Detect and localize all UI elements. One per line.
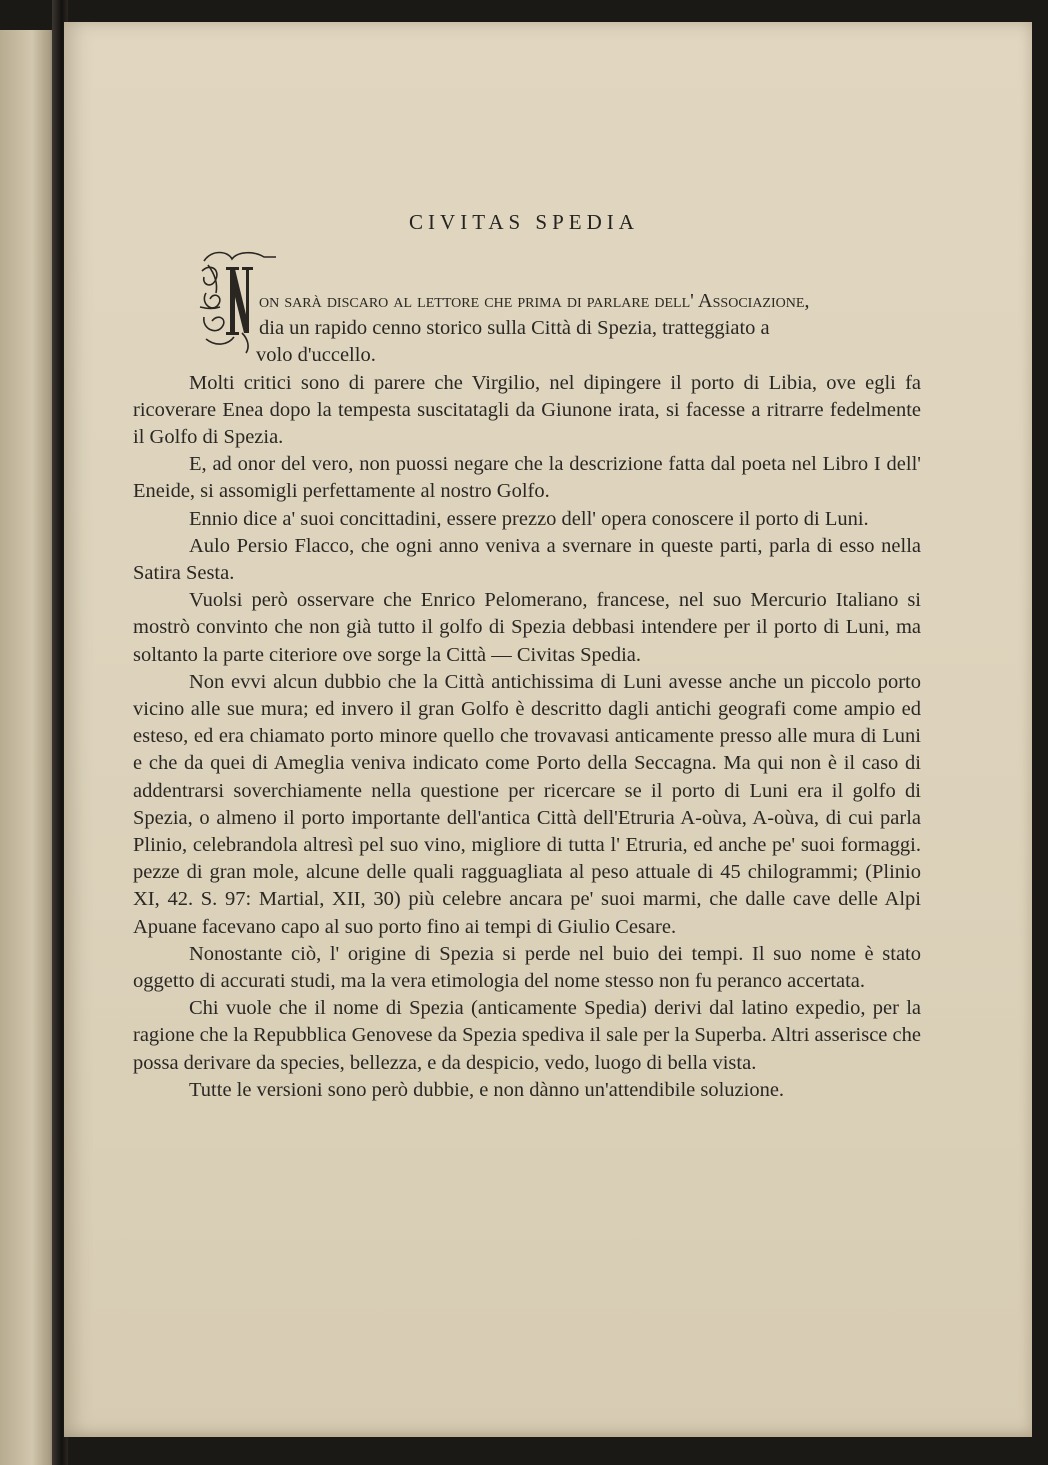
first-line-rest: on sarà discaro al lettore che prima di parlare dell' Associazione, [259, 290, 810, 312]
paragraph: Ennio dice a' suoi concittadini, essere prezzo dell' opera conoscere il porto di Luni. [189, 507, 869, 530]
paragraph: Nonostante ciò, l' origine di Spezia si perde nel buio dei tempi. Il suo nome è stato oggetto di accurati studi, ma la vera etimologia del nome stesso non fu peranco accertata. [133, 942, 921, 993]
paragraph: Tutte le versioni sono però dubbie, e non dànno un'attendibile soluzione. [189, 1078, 785, 1101]
third-line: volo d'uccello. [256, 344, 376, 367]
paragraph: Non evvi alcun dubbio che la Città antichissima di Luni avesse anche un piccolo porto vicino alle sue mura; ed invero il gran Golfo è descritto dagli antichi geografi come ampio ed esteso, ed era chiamato porto minore quello che trovavasi anticamente presso alle mura di Luni e che da quei di Ameglia veniva indicato come Porto della Seccagna. Ma qui non è il caso di addentrarsi soverchiamente nella questione per ricercare se il porto di Luni era il golfo di Spezia, o almeno il porto importante dell'antica Città dell'Etruria A-oùva, A-oùva, di cui parla Plinio, celebrandola altresì pel suo vino, migliore di tutta l' Etruria, ed anche pe' suoi formaggi. pezze di gran mole, alcune delle quali ragguagliata al peso attuale di 45 chilogrammi; (Plinio XI, 42. S. 97: Martial, XII, 30) più celebre ancara pe' suoi marmi, che dalle cave delle Alpi Apuane facevano capo al suo porto fino ai tempi di Giulio Cesare. [133, 670, 921, 938]
second-line: dia un rapido cenno storico sulla Città di Spezia, tratteggiato a [259, 317, 770, 340]
first-paragraph [133, 288, 921, 370]
paragraph: Aulo Persio Flacco, che ogni anno veniva a svernare in queste parti, parla di esso nella Satira Sesta. [133, 534, 921, 585]
paragraph: Vuolsi però osservare che Enrico Pelomerano, francese, nel suo Mercurio Italiano si mostrò convinto che non già tutto il golfo di Spezia debbasi intendere per il porto di Luni, ma soltanto la parte citeriore ove sorge la Città — Civitas Spedia. [133, 589, 921, 666]
first-line [259, 288, 921, 315]
paragraph: Chi vuole che il nome di Spezia (anticamente Spedia) derivi dal latino expedio, per la ragione che la Repubblica Genovese da Spezia spediva il sale per la Superba. Altri asserisce che possa derivare da species, bellezza, e da despicio, vedo, luogo di bella vista. [133, 997, 921, 1074]
paragraph: Molti critici sono di parere che Virgilio, nel dipingere il porto di Libia, ove egli fa ricoverare Enea dopo la tempesta suscitatagli da Giunone irata, si facesse a ritrarre fedelmente il Golfo di Spezia. [133, 371, 921, 449]
page-title: CIVITAS SPEDIA [409, 210, 639, 234]
paragraph: E, ad onor del vero, non puossi negare che la descrizione fatta dal poeta nel Libro I dell' Eneide, si assomigli perfettamente al nostro Golfo. [133, 453, 921, 503]
left-page-edge [0, 30, 58, 1465]
body-text [133, 288, 921, 1104]
